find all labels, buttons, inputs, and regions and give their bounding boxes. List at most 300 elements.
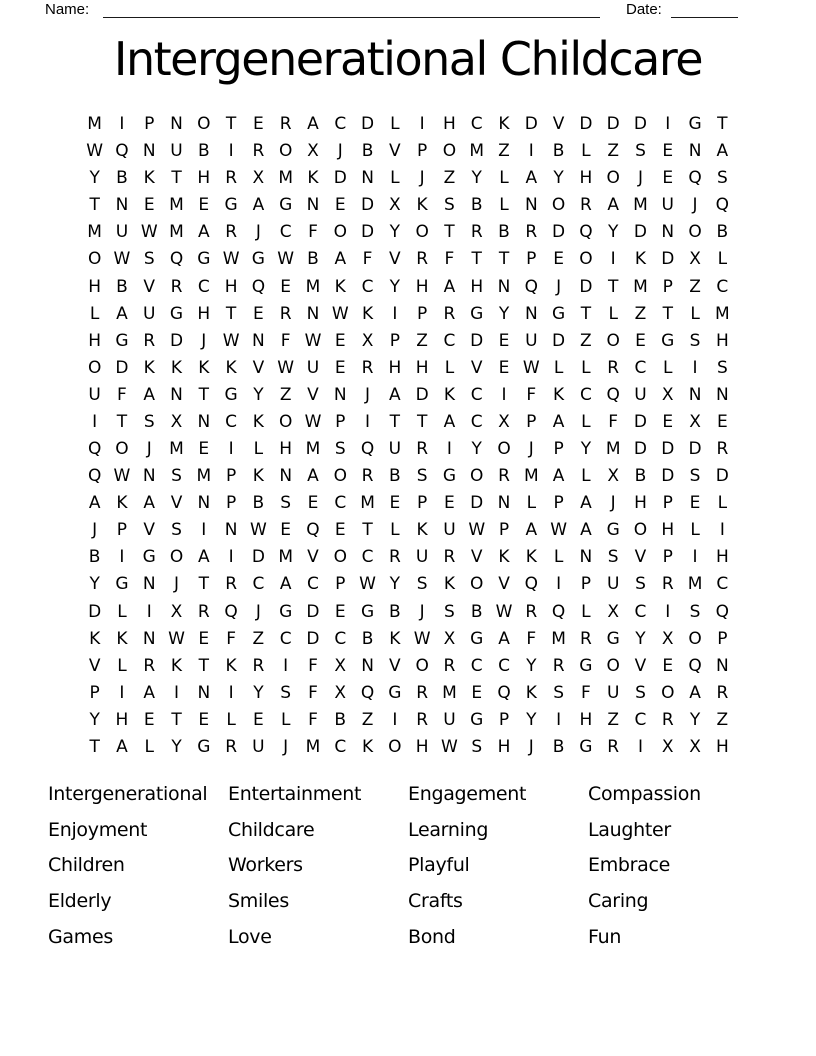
grid-cell: D: [415, 384, 429, 405]
grid-cell: G: [279, 601, 293, 622]
grid-cell: G: [579, 655, 593, 676]
grid-cell: C: [334, 114, 347, 135]
grid-cell: U: [88, 384, 101, 405]
grid-cell: Y: [526, 709, 537, 730]
grid-cell: Q: [251, 276, 266, 297]
grid-cell: O: [606, 168, 620, 189]
grid-cell: R: [552, 655, 565, 676]
grid-cell: Q: [524, 574, 538, 595]
grid-cell: Y: [171, 736, 182, 757]
grid-cell: A: [389, 384, 401, 405]
grid-cell: M: [605, 439, 621, 460]
grid-cell: T: [580, 303, 592, 324]
grid-cell: N: [524, 195, 538, 216]
grid-cell: X: [170, 601, 183, 622]
grid-cell: E: [689, 493, 701, 514]
grid-cell: A: [143, 682, 156, 703]
grid-cell: M: [169, 195, 184, 216]
grid-cell: R: [579, 628, 592, 649]
grid-cell: D: [552, 330, 566, 351]
grid-cell: Y: [389, 276, 401, 297]
grid-cell: X: [170, 411, 183, 432]
grid-cell: F: [608, 411, 619, 432]
grid-cell: H: [443, 114, 456, 135]
grid-cell: L: [499, 168, 509, 189]
grid-cell: C: [634, 357, 647, 378]
word-item: Children: [48, 854, 125, 877]
grid-cell: L: [444, 357, 455, 378]
grid-cell: O: [497, 439, 511, 460]
grid-cell: W: [304, 411, 322, 432]
grid-cell: E: [471, 682, 483, 703]
grid-cell: K: [334, 276, 346, 297]
grid-cell: E: [198, 709, 210, 730]
grid-cell: Z: [580, 330, 592, 351]
grid-cell: V: [389, 655, 401, 676]
grid-cell: N: [170, 384, 183, 405]
grid-cell: N: [361, 655, 374, 676]
grid-cell: L: [717, 493, 728, 514]
grid-cell: N: [142, 141, 156, 162]
grid-cell: U: [661, 195, 674, 216]
grid-cell: B: [361, 628, 374, 649]
grid-cell: T: [198, 574, 209, 595]
grid-cell: M: [551, 628, 566, 649]
grid-cell: T: [171, 168, 182, 189]
grid-cell: E: [334, 195, 346, 216]
grid-cell: G: [224, 195, 238, 216]
grid-cell: C: [716, 574, 729, 595]
grid-cell: I: [446, 439, 452, 460]
grid-cell: O: [333, 466, 347, 487]
grid-cell: N: [715, 384, 729, 405]
grid-cell: O: [606, 330, 620, 351]
grid-cell: C: [579, 384, 592, 405]
grid-cell: I: [528, 141, 534, 162]
grid-cell: O: [633, 520, 648, 541]
grid-cell: N: [524, 303, 538, 324]
grid-cell: I: [556, 574, 562, 595]
grid-cell: L: [581, 357, 591, 378]
grid-cell: W: [113, 249, 131, 270]
grid-cell: O: [415, 655, 429, 676]
grid-cell: S: [444, 601, 455, 622]
grid-cell: D: [661, 466, 675, 487]
word-item: Embrace: [588, 854, 671, 877]
grid-cell: I: [228, 439, 234, 460]
grid-cell: M: [278, 168, 294, 189]
grid-cell: B: [389, 601, 401, 622]
word-item: Smiles: [228, 890, 289, 913]
grid-cell: T: [89, 195, 100, 216]
grid-cell: X: [389, 195, 401, 216]
grid-cell: P: [417, 493, 428, 514]
grid-cell: O: [688, 222, 702, 243]
grid-cell: A: [143, 493, 156, 514]
grid-cell: C: [634, 709, 647, 730]
grid-cell: G: [442, 466, 457, 487]
grid-cell: H: [579, 709, 593, 730]
grid-cell: G: [169, 303, 184, 324]
grid-cell: C: [361, 547, 374, 568]
grid-cell: O: [115, 439, 129, 460]
grid-cell: D: [715, 466, 729, 487]
grid-cell: Y: [471, 439, 482, 460]
grid-cell: W: [168, 628, 185, 649]
grid-cell: C: [334, 628, 347, 649]
grid-cell: W: [222, 249, 240, 270]
grid-cell: A: [525, 168, 538, 189]
grid-cell: O: [197, 114, 211, 135]
grid-cell: G: [115, 574, 129, 595]
grid-cell: I: [283, 655, 289, 676]
grid-cell: X: [307, 141, 319, 162]
grid-cell: A: [716, 141, 729, 162]
grid-cell: Y: [580, 439, 592, 460]
grid-cell: U: [306, 357, 320, 378]
grid-cell: D: [524, 114, 538, 135]
grid-cell: A: [552, 466, 565, 487]
grid-cell: P: [717, 628, 728, 649]
grid-cell: D: [333, 168, 347, 189]
grid-cell: I: [146, 601, 152, 622]
grid-cell: N: [197, 682, 211, 703]
grid-cell: J: [365, 384, 371, 405]
grid-cell: P: [553, 493, 564, 514]
grid-cell: J: [255, 222, 261, 243]
word-item: Caring: [588, 890, 649, 913]
grid-cell: C: [470, 114, 483, 135]
grid-cell: B: [634, 466, 647, 487]
grid-cell: F: [308, 709, 318, 730]
grid-cell: H: [415, 276, 429, 297]
grid-cell: G: [470, 628, 484, 649]
grid-cell: V: [470, 547, 483, 568]
grid-cell: D: [361, 114, 375, 135]
grid-cell: M: [169, 222, 184, 243]
grid-cell: B: [552, 141, 565, 162]
grid-cell: D: [361, 222, 375, 243]
puzzle-title: Intergenerational Childcare: [113, 32, 703, 86]
grid-cell: A: [116, 736, 128, 757]
grid-cell: E: [334, 601, 346, 622]
grid-cell: H: [634, 493, 647, 514]
grid-cell: Y: [89, 709, 100, 730]
grid-cell: E: [498, 357, 510, 378]
grid-cell: N: [142, 466, 156, 487]
date-label: Date:: [626, 1, 662, 18]
grid-cell: F: [526, 628, 537, 649]
grid-cell: R: [607, 357, 620, 378]
grid-cell: U: [525, 330, 538, 351]
grid-cell: M: [278, 547, 294, 568]
grid-cell: N: [688, 141, 702, 162]
grid-cell: W: [522, 357, 540, 378]
grid-cell: R: [416, 682, 429, 703]
grid-cell: A: [116, 303, 128, 324]
grid-cell: D: [688, 439, 702, 460]
grid-cell: C: [498, 655, 510, 676]
grid-cell: A: [443, 411, 456, 432]
grid-cell: A: [307, 114, 319, 135]
grid-cell: M: [305, 276, 321, 297]
grid-cell: L: [581, 601, 591, 622]
grid-cell: I: [119, 682, 125, 703]
grid-cell: G: [115, 330, 129, 351]
grid-cell: R: [225, 736, 237, 757]
grid-cell: C: [634, 601, 647, 622]
grid-cell: Q: [497, 682, 511, 703]
grid-cell: L: [117, 655, 127, 676]
grid-cell: Z: [634, 303, 647, 324]
grid-cell: L: [581, 411, 591, 432]
grid-cell: X: [334, 655, 347, 676]
word-list-column: [228, 777, 408, 955]
grid-cell: Y: [689, 709, 701, 730]
grid-cell: E: [143, 709, 155, 730]
grid-cell: Q: [224, 601, 238, 622]
grid-cell: A: [580, 493, 592, 514]
grid-cell: Y: [89, 574, 100, 595]
grid-cell: K: [525, 547, 537, 568]
grid-cell: G: [251, 249, 265, 270]
grid-cell: N: [497, 493, 511, 514]
grid-cell: L: [253, 439, 264, 460]
grid-cell: X: [689, 411, 701, 432]
grid-cell: B: [116, 168, 128, 189]
grid-cell: G: [606, 628, 620, 649]
grid-cell: A: [143, 384, 156, 405]
grid-cell: I: [201, 520, 207, 541]
grid-cell: P: [526, 249, 537, 270]
grid-cell: T: [225, 303, 237, 324]
grid-cell: L: [390, 114, 400, 135]
grid-cell: W: [441, 736, 458, 757]
grid-cell: R: [279, 114, 292, 135]
grid-cell: D: [306, 628, 320, 649]
grid-cell: E: [253, 114, 264, 135]
word-item: Games: [48, 925, 113, 948]
grid-cell: H: [661, 520, 675, 541]
grid-cell: P: [662, 547, 673, 568]
grid-cell: A: [689, 682, 701, 703]
grid-cell: D: [470, 330, 484, 351]
grid-cell: L: [553, 357, 564, 378]
grid-cell: M: [442, 682, 457, 703]
grid-cell: T: [607, 276, 619, 297]
grid-cell: R: [143, 330, 156, 351]
grid-cell: T: [498, 249, 510, 270]
grid-cell: T: [362, 520, 373, 541]
word-item: Compassion: [588, 783, 701, 805]
grid-cell: B: [307, 249, 319, 270]
grid-cell: X: [334, 682, 347, 703]
word-list-column: [408, 777, 588, 955]
grid-cell: N: [115, 195, 129, 216]
grid-cell: L: [717, 249, 728, 270]
word-item: Engagement: [408, 783, 527, 805]
grid-cell: D: [606, 114, 620, 135]
grid-cell: N: [579, 547, 593, 568]
grid-cell: N: [661, 222, 675, 243]
grid-cell: K: [361, 736, 374, 757]
grid-cell: L: [690, 520, 700, 541]
grid-cell: P: [553, 439, 564, 460]
grid-cell: U: [142, 303, 156, 324]
grid-cell: I: [719, 520, 725, 541]
grid-cell: T: [717, 114, 728, 135]
grid-cell: K: [416, 520, 428, 541]
grid-cell: K: [116, 628, 128, 649]
grid-cell: R: [443, 655, 456, 676]
grid-cell: R: [252, 141, 265, 162]
grid-cell: E: [334, 330, 346, 351]
grid-cell: G: [197, 736, 211, 757]
grid-cell: Y: [389, 574, 401, 595]
grid-cell: M: [715, 303, 730, 324]
grid-cell: K: [525, 682, 537, 703]
grid-cell: R: [661, 574, 674, 595]
grid-cell: Y: [253, 384, 264, 405]
grid-cell: T: [416, 411, 428, 432]
grid-cell: D: [88, 601, 102, 622]
grid-cell: V: [170, 493, 183, 514]
grid-cell: E: [334, 520, 346, 541]
grid-cell: L: [280, 709, 291, 730]
grid-cell: S: [716, 168, 728, 189]
grid-cell: D: [633, 439, 648, 460]
grid-cell: Z: [416, 330, 428, 351]
grid-cell: N: [333, 384, 347, 405]
grid-cell: R: [716, 682, 729, 703]
grid-cell: N: [306, 195, 320, 216]
grid-cell: P: [417, 141, 428, 162]
grid-cell: M: [87, 114, 102, 135]
grid-cell: J: [637, 168, 643, 189]
word-list-column: [48, 777, 228, 955]
grid-cell: K: [143, 357, 155, 378]
word-item: Elderly: [48, 890, 112, 913]
grid-cell: N: [142, 574, 156, 595]
grid-cell: W: [277, 357, 295, 378]
grid-cell: K: [498, 114, 510, 135]
grid-cell: X: [443, 628, 456, 649]
grid-cell: E: [716, 411, 728, 432]
grid-cell: A: [498, 628, 510, 649]
grid-cell: L: [608, 303, 618, 324]
grid-cell: U: [388, 439, 402, 460]
word-item: Bond: [408, 925, 456, 948]
grid-cell: S: [607, 547, 619, 568]
grid-cell: K: [252, 466, 264, 487]
grid-cell: R: [416, 439, 429, 460]
grid-cell: Y: [253, 682, 264, 703]
grid-cell: I: [665, 114, 671, 135]
grid-cell: O: [551, 195, 566, 216]
grid-cell: J: [174, 574, 180, 595]
grid-cell: M: [633, 276, 648, 297]
grid-cell: I: [228, 547, 234, 568]
grid-cell: B: [498, 222, 510, 243]
grid-cell: Y: [635, 628, 646, 649]
grid-cell: Q: [688, 168, 702, 189]
grid-cell: R: [716, 439, 729, 460]
grid-cell: L: [581, 141, 591, 162]
word-item: Fun: [588, 925, 622, 948]
grid-cell: H: [197, 168, 211, 189]
grid-cell: S: [635, 682, 646, 703]
grid-cell: J: [528, 439, 534, 460]
grid-cell: P: [417, 303, 428, 324]
name-label: Name:: [45, 1, 90, 18]
grid-cell: G: [470, 709, 484, 730]
grid-cell: T: [116, 411, 128, 432]
grid-cell: H: [224, 276, 238, 297]
grid-cell: E: [635, 330, 646, 351]
grid-cell: X: [498, 411, 510, 432]
grid-cell: J: [419, 168, 425, 189]
grid-cell: R: [279, 303, 292, 324]
grid-cell: I: [392, 709, 398, 730]
grid-cell: E: [198, 195, 210, 216]
grid-cell: D: [633, 222, 648, 243]
grid-cell: A: [307, 466, 319, 487]
grid-cell: P: [225, 493, 237, 514]
grid-cell: K: [252, 411, 264, 432]
grid-cell: S: [635, 574, 646, 595]
grid-cell: F: [308, 682, 318, 703]
word-list-column: [588, 777, 768, 955]
grid-cell: V: [307, 384, 319, 405]
grid-cell: A: [252, 195, 265, 216]
word-item: Entertainment: [228, 783, 362, 805]
grid-cell: S: [689, 330, 701, 351]
grid-cell: S: [416, 466, 428, 487]
grid-cell: H: [497, 736, 511, 757]
grid-cell: F: [117, 384, 127, 405]
grid-cell: M: [523, 466, 539, 487]
grid-cell: V: [307, 547, 319, 568]
grid-cell: X: [689, 249, 701, 270]
grid-cell: L: [553, 547, 564, 568]
grid-cell: V: [634, 547, 647, 568]
grid-cell: P: [89, 682, 100, 703]
grid-cell: N: [715, 655, 729, 676]
grid-cell: W: [331, 303, 349, 324]
grid-cell: B: [716, 222, 729, 243]
grid-cell: J: [146, 439, 152, 460]
grid-cell: B: [361, 141, 374, 162]
grid-cell: Q: [360, 439, 375, 460]
grid-cell: D: [661, 249, 675, 270]
grid-cell: A: [580, 520, 592, 541]
grid-cell: X: [607, 466, 619, 487]
grid-cell: G: [606, 520, 620, 541]
grid-cell: W: [550, 520, 567, 541]
grid-cell: H: [88, 276, 102, 297]
grid-cell: O: [579, 249, 593, 270]
grid-cell: T: [662, 303, 673, 324]
grid-cell: J: [528, 736, 534, 757]
grid-cell: R: [443, 303, 456, 324]
grid-cell: I: [392, 303, 398, 324]
grid-cell: F: [526, 384, 537, 405]
grid-cell: R: [416, 249, 429, 270]
grid-cell: Q: [169, 249, 184, 270]
grid-cell: A: [197, 222, 210, 243]
grid-cell: S: [280, 493, 292, 514]
grid-cell: E: [662, 655, 674, 676]
